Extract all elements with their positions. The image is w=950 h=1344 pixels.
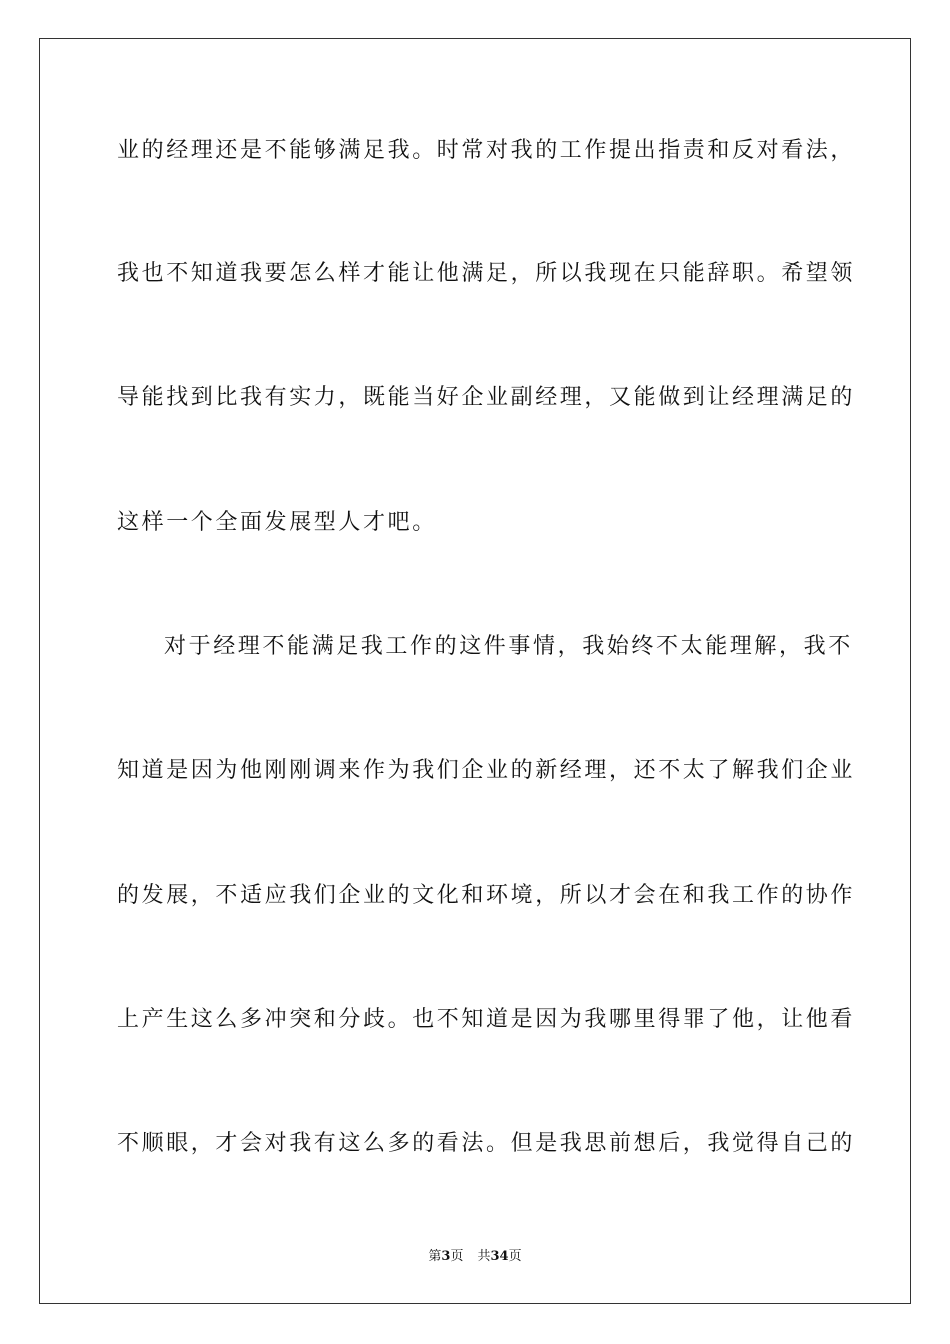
text-line-7: 的发展，不适应我们企业的文化和环境，所以才会在和我工作的协作: [117, 883, 856, 908]
footer-page-number: 3: [441, 1249, 451, 1264]
text-line-4: 这样一个全面发展型人才吧。: [117, 510, 437, 535]
text-line-2: 我也不知道我要怎么样才能让他满足，所以我现在只能辞职。希望领: [117, 261, 856, 286]
text-line-9: 不顺眼，才会对我有这么多的看法。但是我思前想后，我觉得自己的: [117, 1131, 856, 1156]
text-line-5-paragraph-start: 对于经理不能满足我工作的这件事情，我始终不太能理解，我不: [164, 634, 853, 659]
footer-total-suffix: 页: [508, 1249, 522, 1264]
page-footer: [0, 1248, 950, 1266]
text-line-1: 业的经理还是不能够满足我。时常对我的工作提出指责和反对看法，: [117, 138, 856, 163]
footer-total-number: 34: [490, 1249, 509, 1264]
text-line-8: 上产生这么多冲突和分歧。也不知道是因为我哪里得罪了他，让他看: [117, 1007, 856, 1032]
footer-page-suffix: 页: [450, 1249, 464, 1264]
footer-total-prefix: 共: [477, 1249, 491, 1264]
footer-page-prefix: 第: [428, 1249, 442, 1264]
page-frame: [39, 38, 911, 1304]
text-line-3: 导能找到比我有实力，既能当好企业副经理，又能做到让经理满足的: [117, 385, 856, 410]
text-line-6: 知道是因为他刚刚调来作为我们企业的新经理，还不太了解我们企业: [117, 758, 856, 783]
